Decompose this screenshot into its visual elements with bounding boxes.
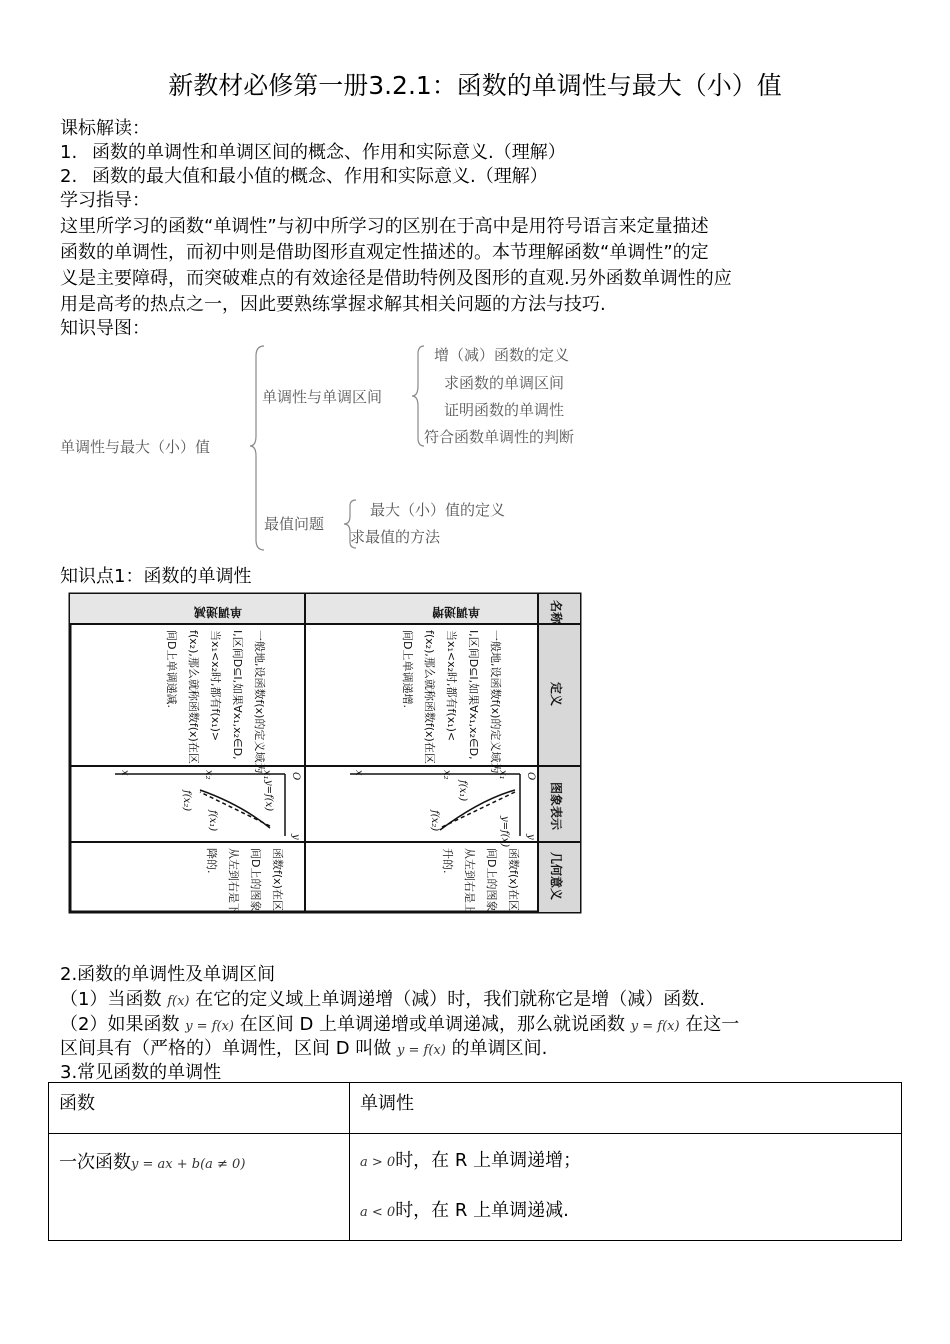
main-brace [250,346,264,550]
text: 在这一 [685,1014,740,1035]
scan-graph-label: f(x₁) [207,810,218,832]
guide-line-1: 这里所学习的函数“单调性”与初中所学习的区别在于高中是用符号语言来定量描述 [60,216,709,237]
function-formula: y = ax + b(a ≠ 0) [131,1157,246,1172]
standard-item-2 [60,162,548,188]
scan-geo-inc-line: 间D上的图象 [485,848,498,912]
common-functions-table [48,1082,902,1241]
scan-frame [70,594,580,912]
scan-graph-label: x [353,770,364,776]
scan-def-inc-line: 间D上单调递增. [401,630,414,708]
scan-header-graph: 图象表示 [549,782,563,831]
formula: f(x) [167,994,190,1009]
point2-para-2 [60,1010,739,1036]
map-leaf: 证明函数的单调性 [444,401,565,419]
scan-geo-dec-line: 间D上的图象 [249,848,262,912]
table-cell-monotonicity [350,1134,902,1241]
text: 的单调区间. [451,1038,548,1059]
scan-def-dec-line: I,区间D⊆I,如果∀x₁,x₂∈D, [231,630,244,760]
scan-graph-label: y [525,834,536,840]
table-row [49,1134,902,1241]
text: 在区间 D 上单调递增或单调递减，那么就说函数 [239,1014,626,1035]
scan-graph-label: O [290,772,301,781]
scan-graph-label: f(x₂) [181,790,192,812]
case-text: 时，在 R 上单调递增； [395,1150,582,1171]
text: （1）当函数 [60,989,162,1010]
scan-graph-label: x₂ [441,770,452,780]
scan-graph-label: f(x₁) [457,780,468,802]
item-number: 1. [60,142,78,163]
map-leaf: 最大（小）值的定义 [370,501,506,519]
branch1-brace [412,346,424,446]
scan-def-dec-line: f(x₂),那么就称函数f(x)在区 [187,630,200,764]
case-text: 时，在 R 上单调递减. [395,1200,569,1221]
monotonic-case [360,1148,891,1176]
guide-heading: 学习指导： [60,190,150,211]
scan-def-inc-line: I,区间D⊆I,如果∀x₁,x₂∈D, [467,630,480,760]
scan-graph-label: y=f(x) [499,816,510,848]
scan-graph-label: y [290,834,301,840]
text: （2）如果函数 [60,1014,180,1035]
point1-heading: 知识点1：函数的单调性 [60,566,252,587]
scan-def-dec-line: 间D上单调递减. [165,630,178,708]
text: 区间具有（严格的）单调性，区间 D 叫做 [60,1038,392,1059]
point3-heading: 3.常见函数的单调性 [60,1062,222,1083]
scan-geo-dec-line: 从左到右是下 [227,848,240,914]
function-name: 一次函数 [59,1152,131,1173]
scan-graph-label: x₂ [203,770,214,780]
formula: y = f(x) [185,1019,234,1034]
scan-row-increasing: 单调递增 [431,605,480,619]
table-header-cell: 函数 [49,1083,350,1134]
point2-para-1 [60,985,705,1011]
map-leaf: 求函数的单调区间 [444,374,565,392]
table-header-cell: 单调性 [350,1083,902,1134]
item-text: 函数的单调性和单调区间的概念、作用和实际意义.（理解） [92,142,566,163]
page-title: 新教材必修第一册3.2.1：函数的单调性与最大（小）值 [168,71,782,100]
scan-geo-inc-line: 升的. [441,848,454,874]
guide-line-2: 函数的单调性，而初中则是借助图形直观定性描述的。本节理解函数“单调性”的定 [60,242,709,263]
standard-heading: 课标解读： [60,118,150,139]
formula: y = f(x) [397,1043,446,1058]
scan-def-inc-line: 当x₁<x₂时,都有f(x₁)< [445,630,458,742]
table-header-row [49,1083,902,1134]
scan-graph-label: O [525,772,536,781]
scan-header-def: 定义 [549,682,563,707]
monotonic-case [360,1198,891,1226]
scan-header-name: 名称 [549,600,563,625]
formula: y = f(x) [630,1019,680,1034]
point2-para-3 [60,1034,547,1060]
scan-geo-dec-line: 降的. [205,848,218,874]
map-leaf: 求最值的方法 [350,528,441,546]
scan-graph-label: x₁ [261,770,272,780]
text: 在它的定义域上单调递增（减）时，我们就称它是增（减）函数. [195,989,705,1010]
scan-graph-label: x₁ [497,770,508,780]
scan-def-dec-line: 一般地,设函数f(x)的定义域为 [253,630,266,774]
guide-line-4: 用是高考的热点之一，因此要熟练掌握求解其相关问题的方法与技巧. [60,294,606,315]
standard-item-1 [60,138,566,164]
map-branch-monotonic: 单调性与单调区间 [262,388,383,406]
scan-def-inc-line: 一般地,设函数f(x)的定义域为 [489,630,502,774]
scanned-definition-table [60,590,590,920]
map-root: 单调性与最大（小）值 [60,438,211,456]
scan-row-decreasing: 单调递减 [193,605,242,619]
scan-geo-inc-line: 从左到右是上 [463,848,476,914]
guide-line-3: 义是主要障碍，而突破难点的有效途径是借助特例及图形的直观.另外函数单调性的应 [60,268,732,289]
scan-header-geo: 几何意义 [549,852,563,901]
point2-heading: 2.函数的单调性及单调区间 [60,964,276,985]
knowledge-map [60,340,660,560]
scan-graph-label: y=f(x) [263,780,274,812]
scan-geo-inc-line: 函数f(x)在区 [507,848,520,911]
map-leaf: 增（减）函数的定义 [434,346,570,364]
item-number: 2. [60,166,78,187]
condition: a > 0 [360,1155,396,1170]
scan-def-dec-line: 当x₁<x₂时,都有f(x₁)> [209,630,222,742]
scan-figure [60,590,590,920]
table-cell-function [49,1134,350,1241]
scan-geo-dec-line: 函数f(x)在区 [271,848,284,911]
map-leaf: 符合函数单调性的判断 [424,428,575,446]
map-heading: 知识导图： [60,318,150,339]
scan-graph-label: x [119,770,130,776]
condition: a < 0 [360,1205,396,1220]
map-branch-extremum: 最值问题 [264,515,325,533]
item-text: 函数的最大值和最小值的概念、作用和实际意义.（理解） [92,166,548,187]
scan-def-inc-line: f(x₂),那么就称函数f(x)在区 [423,630,436,764]
scan-graph-label: f(x₂) [429,810,440,832]
